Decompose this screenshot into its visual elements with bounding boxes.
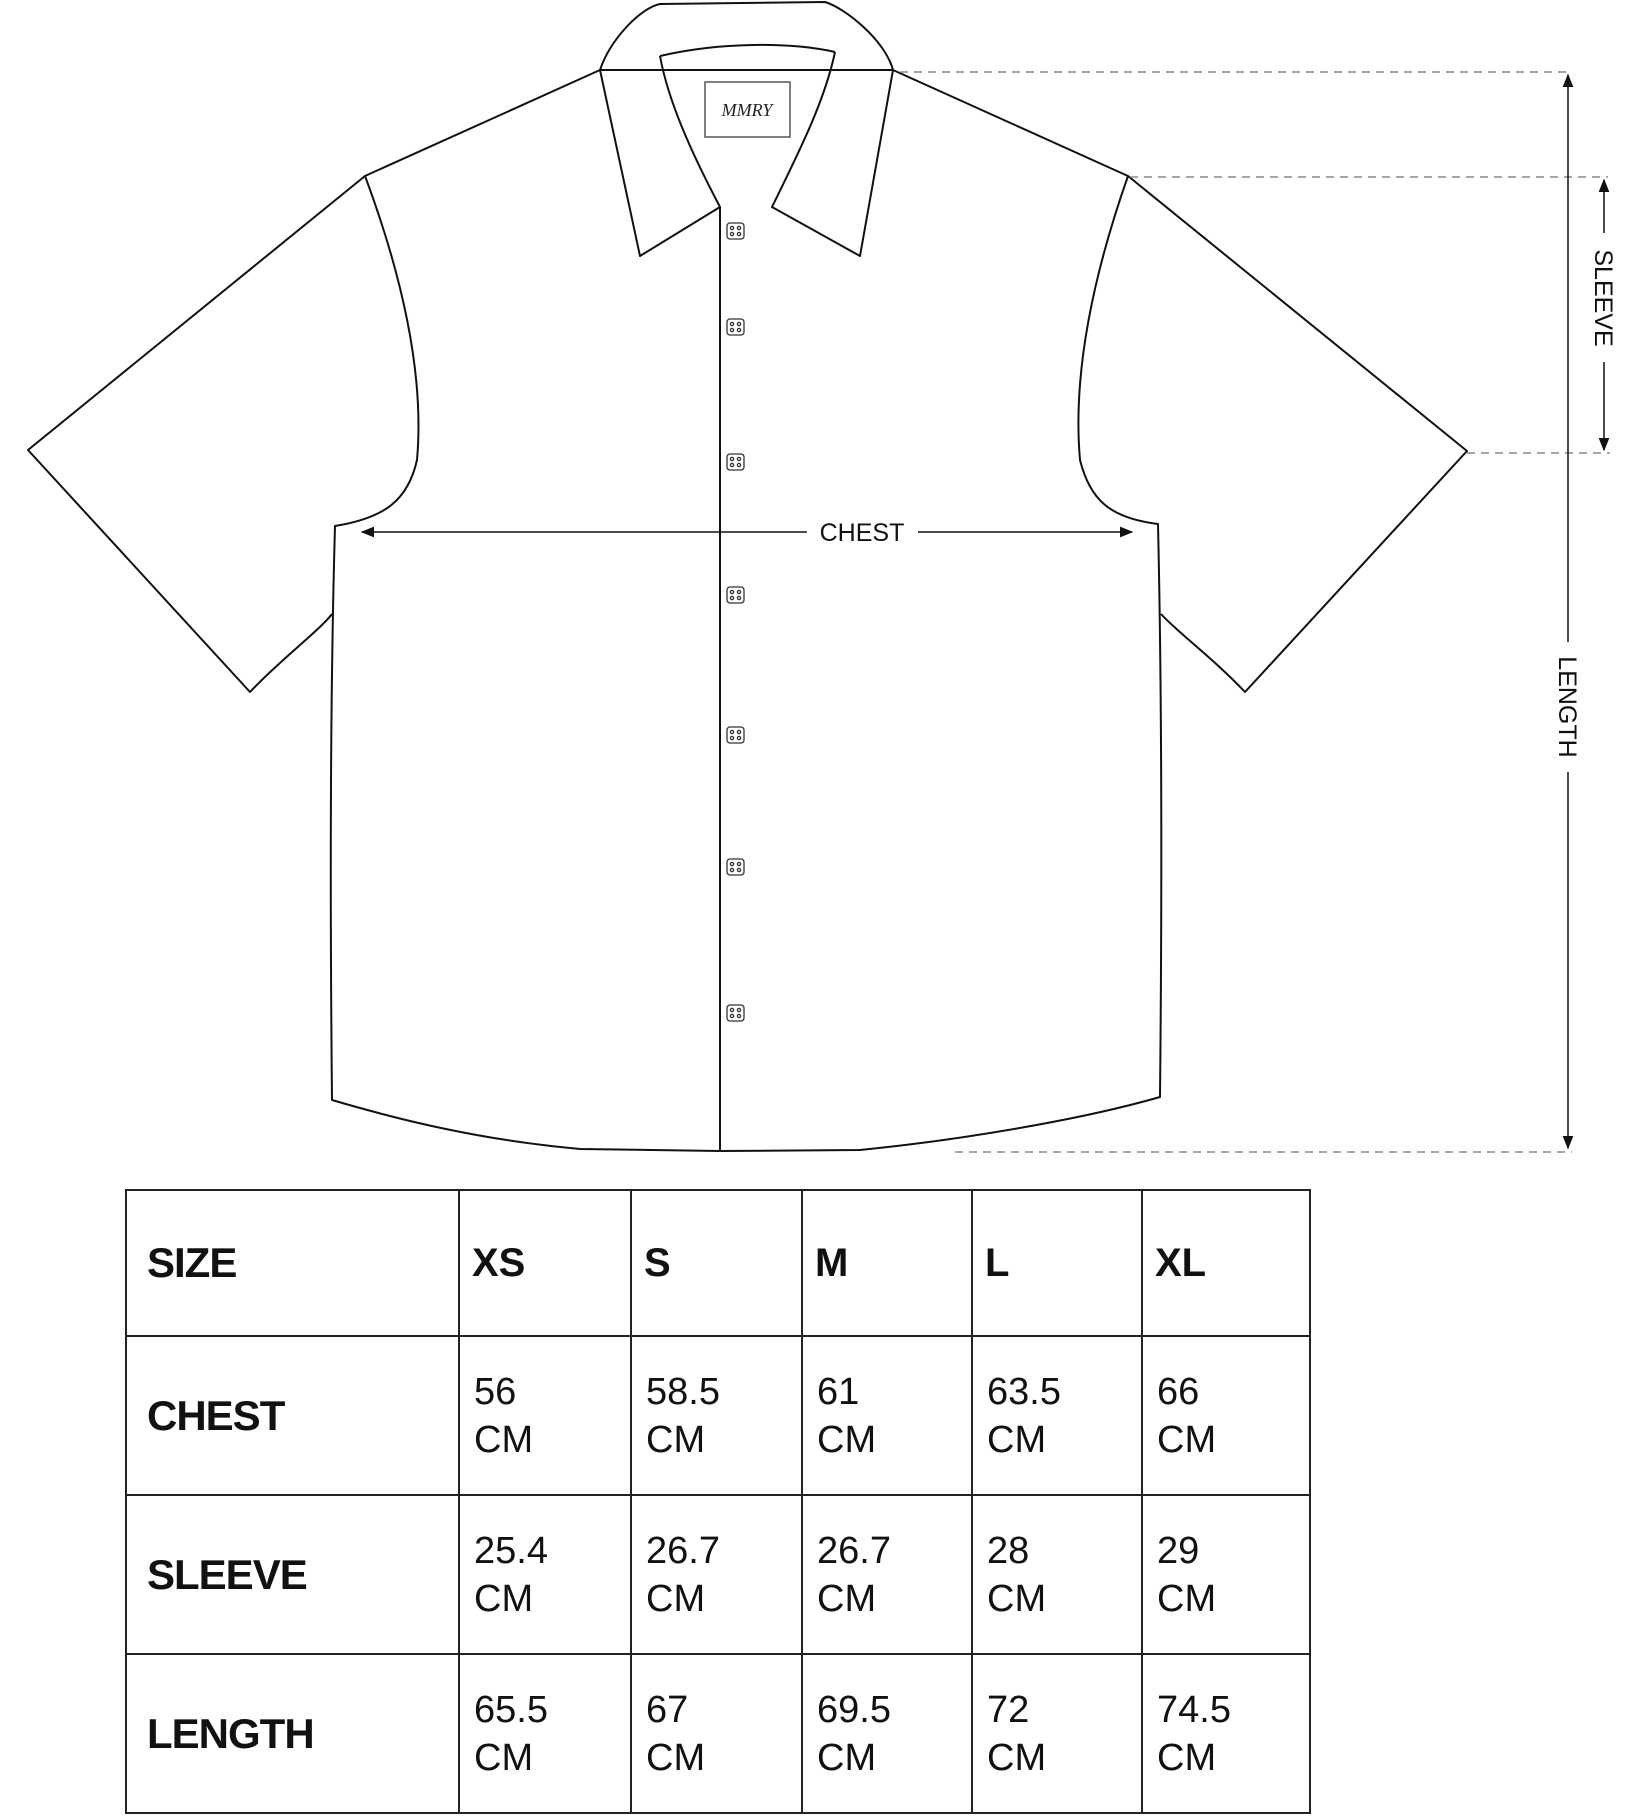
chest-dimension: [362, 519, 1132, 547]
row-label-chest: CHEST: [126, 1336, 459, 1495]
shirt-button: [727, 859, 744, 875]
size-header-l: L: [972, 1190, 1142, 1336]
size-chart-table: [125, 1189, 1311, 1814]
shirt-button: [727, 1005, 744, 1021]
neck-label: [705, 82, 790, 137]
shirt-button: [727, 454, 744, 470]
length-xs-cell: 65.5 CM: [459, 1654, 631, 1813]
shirt-button: [727, 319, 744, 335]
length-l-cell: 72 CM: [972, 1654, 1142, 1813]
size-header-xl: XL: [1142, 1190, 1310, 1336]
length-dimension: [1553, 75, 1581, 1148]
left-sleeve-outline: [28, 176, 365, 692]
size-header-row: [126, 1190, 1310, 1336]
chest-m-cell: 61 CM: [802, 1336, 972, 1495]
chest-s-cell: 58.5 CM: [631, 1336, 802, 1495]
right-sleeve-outline: [1128, 176, 1467, 692]
shirt-button: [727, 727, 744, 743]
length-dimension-label: LENGTH: [1553, 656, 1581, 758]
chest-l-cell: 63.5 CM: [972, 1336, 1142, 1495]
sleeve-s-cell: 26.7 CM: [631, 1495, 802, 1654]
shirt-button: [727, 223, 744, 239]
sleeve-dimension: [1589, 180, 1617, 450]
length-s-cell: 67 CM: [631, 1654, 802, 1813]
row-label-length: LENGTH: [126, 1654, 459, 1813]
sleeve-dimension-label: SLEEVE: [1589, 249, 1617, 347]
shirt-body-outline: [331, 70, 1162, 1151]
sleeve-m-cell: 26.7 CM: [802, 1495, 972, 1654]
size-header-xs: XS: [459, 1190, 631, 1336]
shirt-button: [727, 587, 744, 603]
sleeve-l-cell: 28 CM: [972, 1495, 1142, 1654]
brand-logo-text: MMRY: [721, 100, 773, 120]
table-row-chest: [126, 1336, 1310, 1495]
sleeve-xs-cell: 25.4 CM: [459, 1495, 631, 1654]
corner-label: SIZE: [126, 1190, 459, 1336]
collar-back: [600, 2, 893, 70]
chest-dimension-label: CHEST: [819, 519, 905, 547]
chest-xs-cell: 56 CM: [459, 1336, 631, 1495]
length-m-cell: 69.5 CM: [802, 1654, 972, 1813]
size-header-m: M: [802, 1190, 972, 1336]
sleeve-xl-cell: 29 CM: [1142, 1495, 1310, 1654]
row-label-sleeve: SLEEVE: [126, 1495, 459, 1654]
collar-inner-curve: [660, 45, 835, 56]
length-xl-cell: 74.5 CM: [1142, 1654, 1310, 1813]
button-group: [727, 223, 744, 1021]
table-row-length: [126, 1654, 1310, 1813]
size-header-s: S: [631, 1190, 802, 1336]
table-row-sleeve: [126, 1495, 1310, 1654]
collar-left-point: [600, 56, 720, 256]
chest-xl-cell: 66 CM: [1142, 1336, 1310, 1495]
